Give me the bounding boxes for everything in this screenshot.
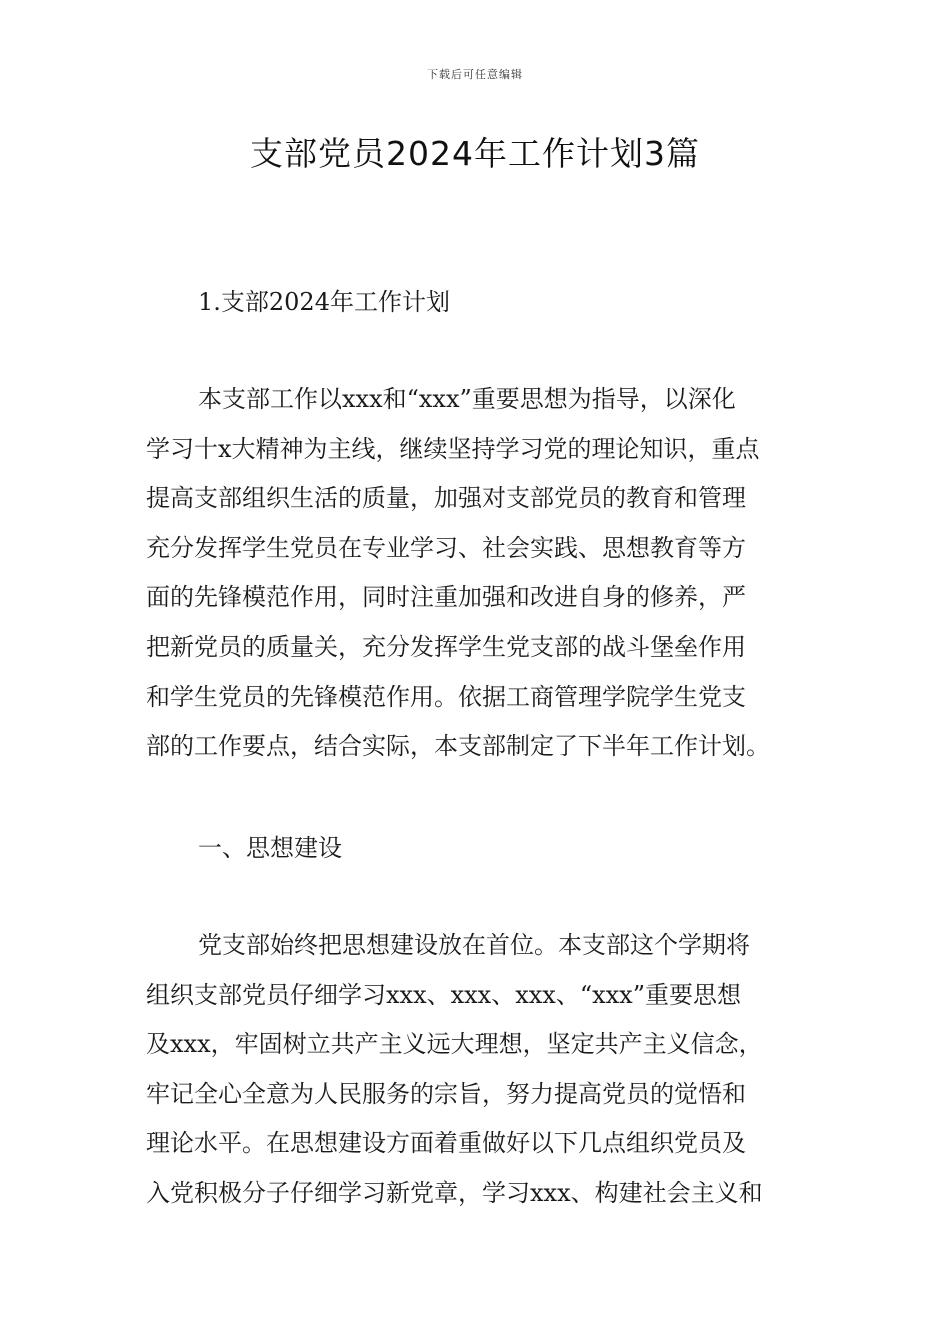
paragraph-line: 部的工作要点，结合实际，本支部制定了下半年工作计划。 xyxy=(146,732,770,761)
paragraph-line: 党支部始终把思想建设放在首位。本支部这个学期将 xyxy=(198,931,750,959)
section-2-paragraph xyxy=(146,921,806,1219)
paragraph-line: 充分发挥学生党员在专业学习、社会实践、思想教育等方 xyxy=(146,533,746,562)
paragraph-line: 把新党员的质量关，充分发挥学生党支部的战斗堡垒作用 xyxy=(146,632,746,661)
paragraph-line: 学习十x大精神为主线，继续坚持学习党的理论知识，重点 xyxy=(146,434,760,463)
paragraph-line: 入党积极分子仔细学习新党章，学习xxx、构建社会主义和 xyxy=(146,1178,763,1207)
paragraph-line: 牢记全心全意为人民服务的宗旨，努力提高党员的觉悟和 xyxy=(146,1079,746,1108)
section-1-paragraph xyxy=(146,375,806,772)
paragraph-line: 面的先锋模范作用，同时注重加强和改进自身的修养，严 xyxy=(146,583,746,612)
paragraph-line: 提高支部组织生活的质量，加强对支部党员的教育和管理 xyxy=(146,484,746,513)
document-title: 支部党员2024年工作计划3篇 xyxy=(250,134,700,173)
section-heading-1: 1.支部2024年工作计划 xyxy=(198,288,450,316)
paragraph-line: 和学生党员的先锋模范作用。依据工商管理学院学生党支 xyxy=(146,682,746,711)
paragraph-line: 本支部工作以xxx和“xxx”重要思想为指导，以深化 xyxy=(198,385,736,413)
section-heading-2: 一、思想建设 xyxy=(198,834,342,862)
paragraph-line: 理论水平。在思想建设方面着重做好以下几点组织党员及 xyxy=(146,1129,746,1158)
paragraph-line: 及xxx，牢固树立共产主义远大理想，坚定共产主义信念， xyxy=(146,1030,763,1059)
paragraph-line: 组织支部党员仔细学习xxx、xxx、xxx、“xxx”重要思想 xyxy=(146,980,741,1009)
header-note: 下载后可任意编辑 xyxy=(427,68,523,81)
